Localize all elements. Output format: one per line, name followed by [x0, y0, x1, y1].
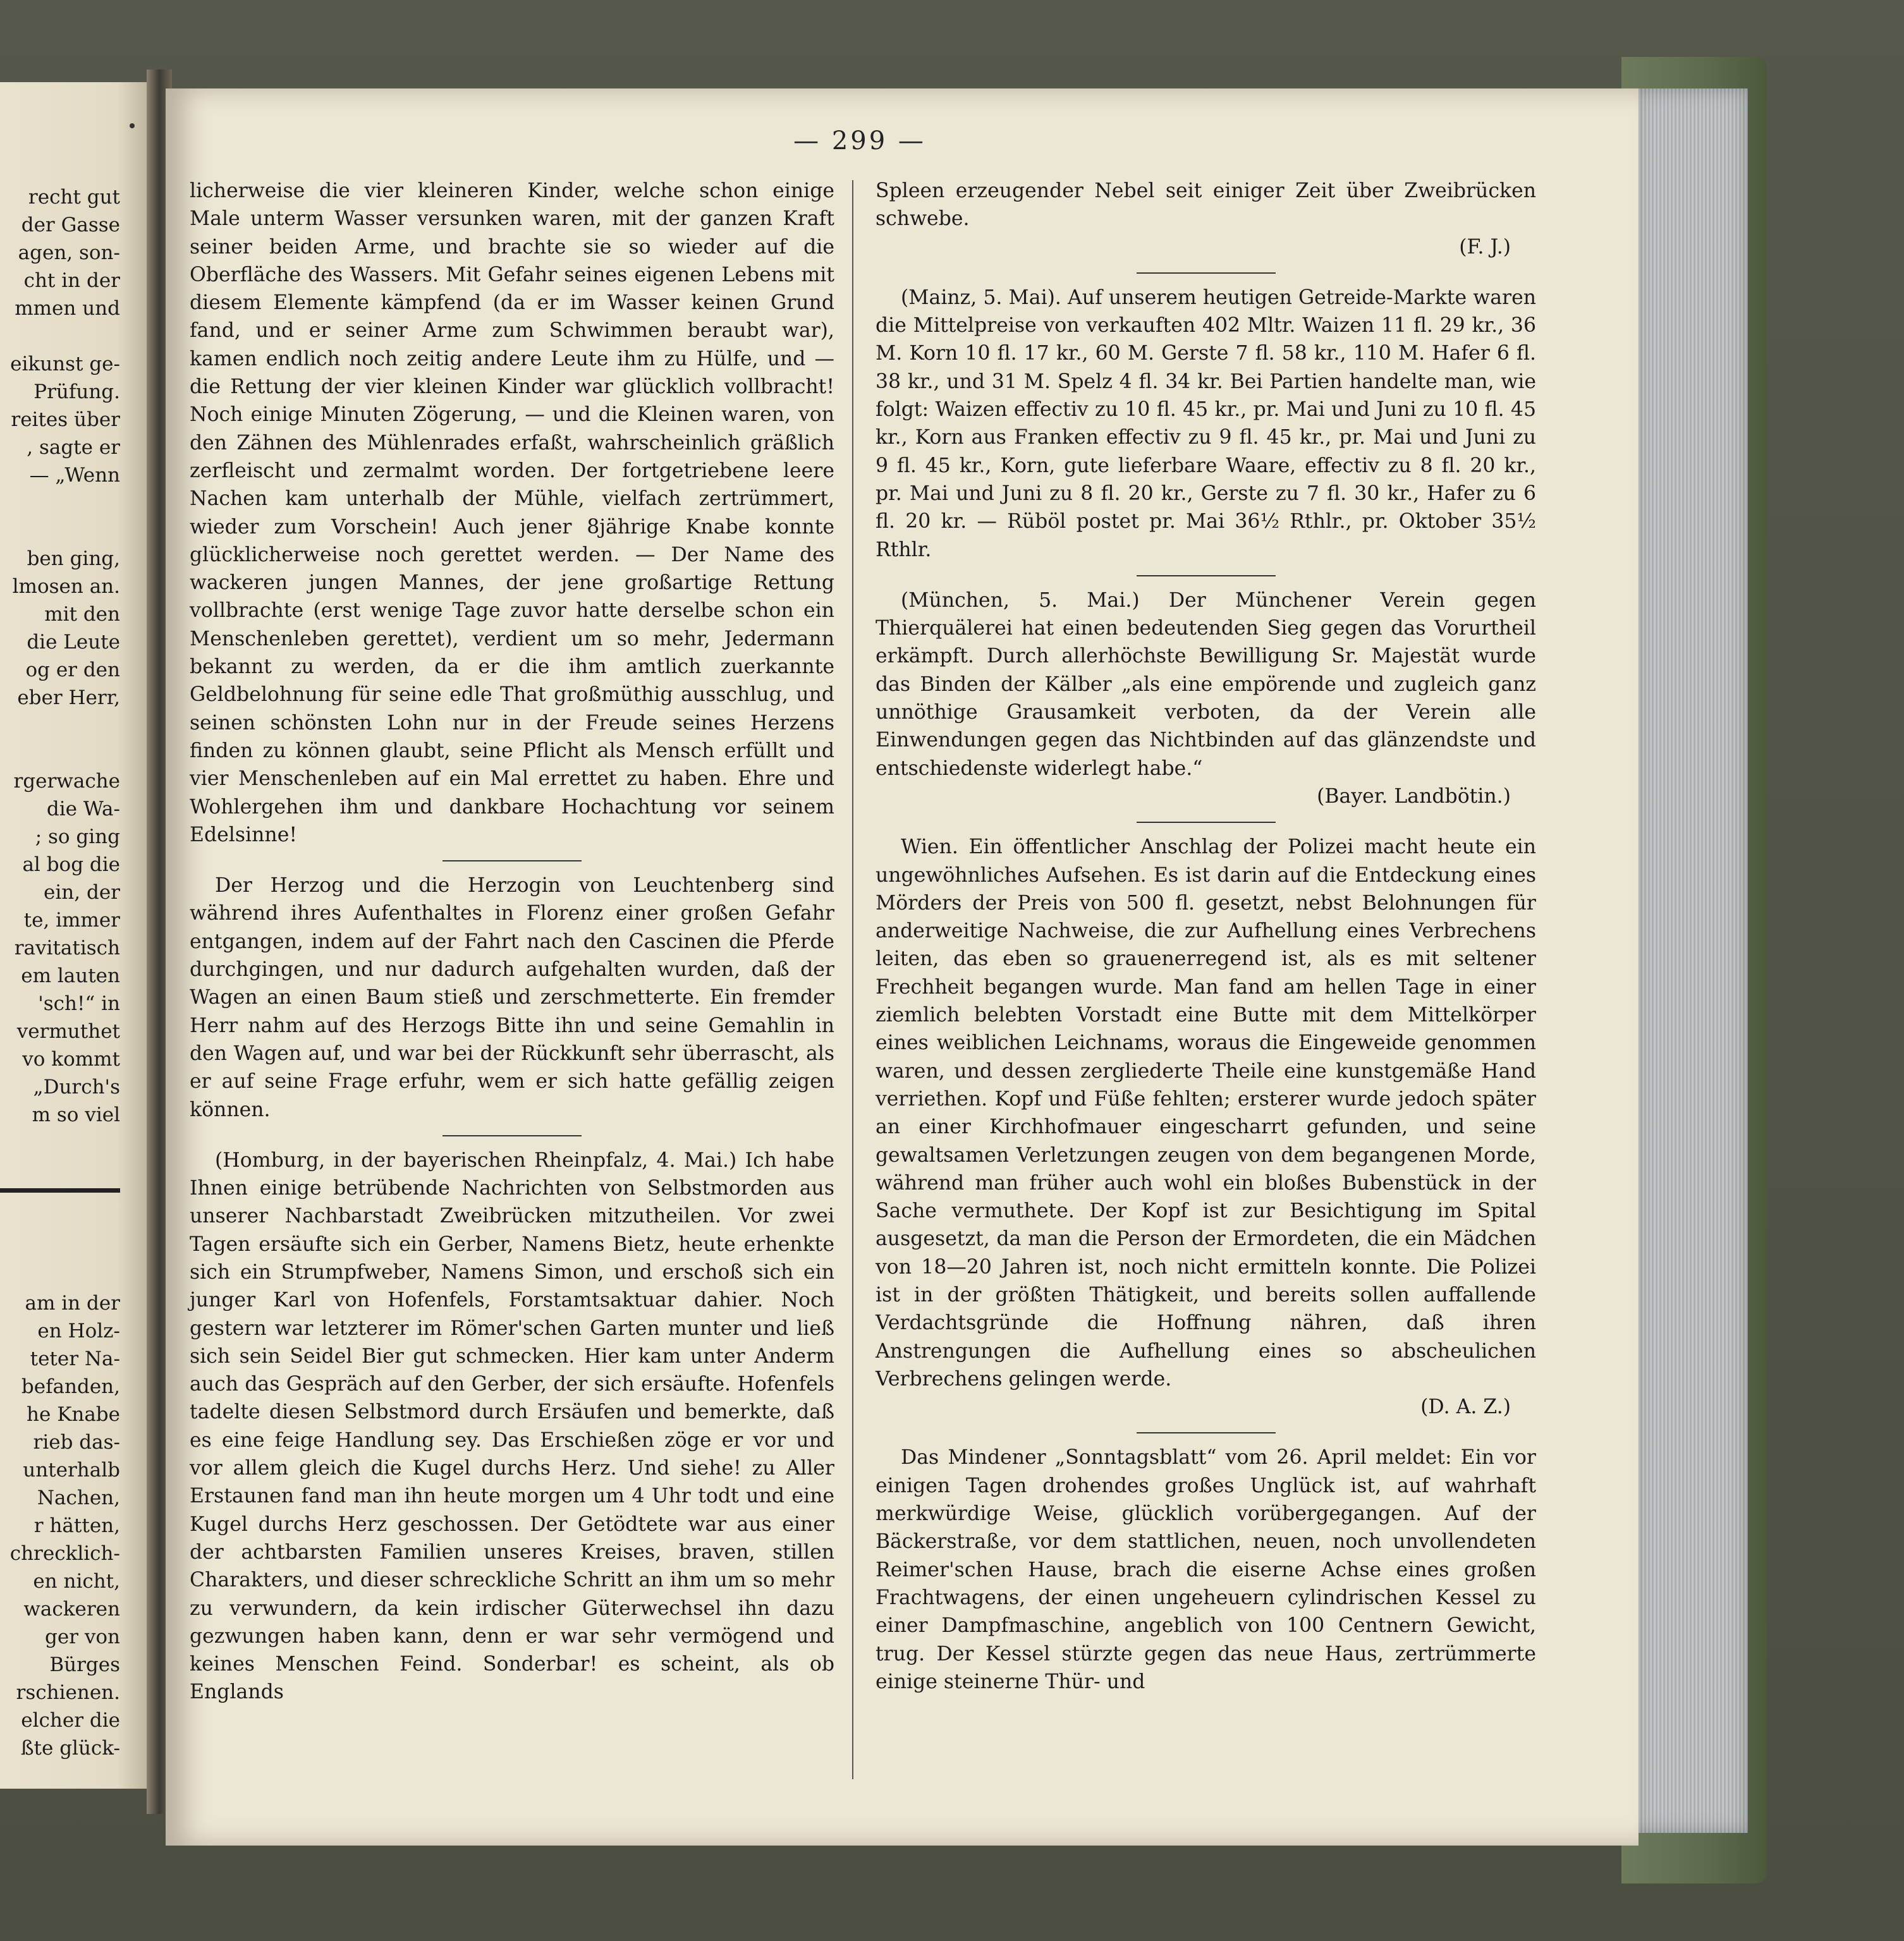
left-page-line: mit den	[44, 603, 120, 626]
column-divider	[852, 180, 853, 1779]
left-page-line: mmen und	[15, 297, 120, 320]
left-page-line: elcher die	[21, 1709, 120, 1732]
left-page-rule	[0, 1188, 120, 1193]
left-page-line: 'sch!“ in	[38, 992, 120, 1015]
left-page-line: „Durch's	[33, 1076, 120, 1098]
left-page-line: Prüfung.	[34, 380, 120, 403]
left-page-line: die Leute	[27, 631, 120, 654]
page-edges	[1634, 88, 1748, 1833]
left-page-line: chrecklich-	[9, 1542, 120, 1565]
column-right	[876, 177, 1536, 1696]
page-mark	[130, 123, 135, 128]
article-separator	[1137, 822, 1276, 823]
left-page-line: agen, son-	[18, 241, 120, 264]
article-paragraph: (Mainz, 5. Mai). Auf unserem heutigen Getreide-Markte waren die Mittelpreise von verkauften 402 Mltr. Waizen 11 fl. 29 kr., 36 M. Korn 10 fl. 17 kr., 60 M. Gerste 7 fl. 58 kr., 110 M. Hafer 6 fl. 38 kr., und 31 M. Spelz 4 fl. 34 kr. Bei Partien handelte man, wie folgt: Waizen effectiv zu 10 fl. 45 kr., pr. Mai und Juni zu 10 fl. 45 kr., Korn aus Franken effectiv zu 9 fl. 45 kr., pr. Mai und Juni zu 9 fl. 45 kr., Korn, gute lieferbare Waare, effectiv zu 8 fl. 20 kr., pr. Mai und Juni zu 8 fl. 20 kr., Gerste zu 7 fl. 30 kr., Hafer zu 6 fl. 20 kr. — Rüböl postet pr. Mai 36½ Rthlr., pr. Oktober 35½ Rthlr.	[876, 286, 1536, 561]
left-page-line: en Holz-	[37, 1320, 120, 1342]
left-page-line: he Knabe	[27, 1403, 120, 1426]
left-page-line: befanden,	[21, 1375, 120, 1398]
left-page-line: te, immer	[23, 909, 120, 932]
article-separator	[442, 860, 582, 861]
left-page-text	[0, 183, 120, 1129]
article-separator	[442, 1135, 582, 1136]
left-page-line: wackeren	[23, 1598, 120, 1621]
page-number: — 299 —	[793, 126, 926, 155]
article-separator	[1137, 1432, 1276, 1433]
left-page-line: ravitatisch	[14, 937, 120, 959]
left-page-line: r hätten,	[34, 1514, 120, 1537]
left-page-line: ben ging,	[27, 547, 120, 570]
article-source: (D. A. Z.)	[1420, 1396, 1511, 1419]
left-page-line: ger von	[44, 1626, 120, 1648]
left-page-line: Bürges	[49, 1653, 120, 1676]
left-page-line: teter Na-	[30, 1348, 120, 1370]
article-paragraph: Wien. Ein öffentlicher Anschlag der Polizei macht heute ein ungewöhnliches Aufsehen. Es ist darin auf die Entdeckung eines Mörders der Preis von 500 fl. gesetzt, nebst Belohnungen für anderweitige Nachweise, die zur Aufhellung eines Verbrechens leiten, das eben so grauenerregend ist, als es mit seltener Frechheit begangen wurde. Man fand am hellen Tage in einer ziemlich belebten Vorstadt eine Butte mit dem Mittelkörper eines weiblichen Leichnams, woraus die Eingeweide genommen waren, und dessen zergliederte Theile eine kunstgemäße Hand verriethen. Kopf und Füße fehlten; ersterer wurde jedoch später an einer Kirchhofmauer eingescharrt gefunden, und seine gewaltsamen Verletzungen zeugen von dem begangenen Morde, während man früher auch wohl ein bloßes Bubenstück in der Sache vermuthete. Der Kopf ist zur Besichtigung im Spital ausgesetzt, da man die Person der Ermordeten, die ein Mädchen von 18—20 Jahren ist, noch nicht ermitteln konnte. Die Polizei ist in der größten Thätigkeit, und bereits sollen auffallende Verdachtsgründe die Hoffnung nähren, daß ihren Anstrengungen die Aufhellung eines so abscheulichen Verbrechens gelingen werde.	[876, 836, 1536, 1390]
left-page-line: ein, der	[44, 881, 120, 904]
left-page-line: rgerwache	[13, 770, 120, 793]
article-paragraph: (München, 5. Mai.) Der Münchener Verein gegen Thierquälerei hat einen bedeutenden Sieg gegen das Vorurtheil erkämpft. Durch allerhöchste Bewilligung Sr. Majestät wurde das Binden der Kälber „als eine empörende und zugleich ganz unnöthige Grausamkeit verboten, da der Verein alle Einwendungen gegen das Nichtbinden auf das glänzendste und entschiedenste widerlegt habe.“	[876, 588, 1536, 780]
left-page-line: vo kommt	[22, 1048, 120, 1071]
left-page-line: — „Wenn	[29, 464, 120, 487]
left-page-line: cht in der	[23, 269, 120, 292]
left-page-line: em lauten	[21, 964, 120, 987]
article-source: (Bayer. Landbötin.)	[1317, 784, 1511, 808]
left-page-line: eber Herr,	[17, 686, 120, 709]
left-page-line: ; so ging	[35, 825, 120, 848]
article-paragraph: (Homburg, in der bayerischen Rheinpfalz, 4. Mai.) Ich habe Ihnen einige betrübende Nachrichten von Selbstmorden aus unserer Nachbarstadt Zweibrücken mitzutheilen. Vor zwei Tagen ersäufte sich ein Gerber, Namens Bietz, heute erhenkte sich ein Strumpfweber, Namens Simon, und erschoß sich ein junger Karl von Hofenfels, Forstamtsaktuar dahier. Noch gestern war letzterer im Römer'schen Garten munter und ließ sich sein Seidel Bier gut schmecken. Hier kam unter Anderm auch das Gespräch auf den Gerber, der sich ersäufte. Hofenfels tadelte diesen Selbstmord durch Ersäufen und bemerkte, daß es eine feige Handlung sey. Das Erschießen zöge er vor und vor allem gleich die Kugel durchs Herz. Und siehe! zu Aller Erstaunen fand man ihn heute morgen um 4 Uhr todt und eine Kugel durchs Herz geschossen. Der Getödtete war aus einer der achtbarsten Familien unseres Kreises, braven, stillen Charakters, und dieser schreckliche Schritt an ihm um so mehr zu verwundern, da kein irdischer Güterwechsel ihn dazu gezwungen haben kann, denn er war sehr vermögend und keines Menschen Feind. Sonderbar! es scheint, als ob Englands	[190, 1148, 834, 1704]
article-paragraph: Das Mindener „Sonntagsblatt“ vom 26. April meldet: Ein vor einigen Tagen drohendes großes Unglück ist, auf wahrhaft merkwürdige Weise, glücklich vorübergegangen. Auf der Bäckerstraße, vor dem stattlichen, neuen, noch unvollendeten Reimer'schen Hause, brach die eiserne Achse eines großen Frachtwagens, der einen ungeheuern cylindrischen Kessel zu einer Dampfmaschine, angeblich von 100 Centnern Gewicht, trug. Der Kessel stürzte gegen das neue Haus, zertrümmerte einige steinerne Thür- und	[876, 1446, 1536, 1693]
left-page-line: vermuthet	[16, 1020, 120, 1043]
left-page-line: rieb das-	[33, 1431, 120, 1454]
left-page-line: recht gut	[28, 186, 120, 209]
left-page-line: lmosen an.	[12, 575, 120, 598]
left-page-line: en nicht,	[33, 1570, 120, 1593]
left-page-line	[0, 489, 120, 517]
left-page-line: rschienen.	[16, 1681, 120, 1704]
article-paragraph: licherweise die vier kleineren Kinder, welche schon einige Male unterm Wasser versunken waren, mit der ganzen Kraft seiner beiden Arme, und brachte sie so wieder auf die Oberfläche des Wassers. Mit Gefahr seines eigenen Lebens mit diesem Elemente kämpfend (da er im Wasser keinen Grund fand, und er seiner Arme zum Schwimmen beraubt war), kamen endlich noch zeitig andere Leute ihm zu Hülfe, und — die Rettung der vier kleinen Kinder war glücklich vollbracht! Noch einige Minuten Zögerung, — und die Kleinen waren, von den Zähnen des Mühlenrades erfaßt, wahrscheinlich gräßlich zerfleischt und zermalmt worden. Der fortgetriebene leere Nachen kam unterhalb der Mühle, vielfach zertrümmert, wieder zum Vorschein! Auch jener 8jährige Knabe konnte glücklicherweise noch gerettet werden. — Der Name des wackeren jungen Mannes, der jene großartige Rettung vollbrachte (erst wenige Tage zuvor hatte derselbe schon ein Menschenleben gerettet), verdient um so mehr, Jedermann bekannt zu werden, da er die ihm amtlich zuerkannte Geldbelohnung für seine edle That großmüthig ausschlug, und seinen schönsten Lohn nur in der Freude seines Herzens finden zu können glaubt, seine Pflicht als Mensch erfüllt und vier Menschenleben auf ein Mal errettet zu haben. Ehre und Wohlergehen ihm und dankbare Hochachtung vor seinem Edelsinne!	[190, 179, 834, 846]
left-page-line: al bog die	[22, 853, 120, 876]
article-separator	[1137, 272, 1276, 274]
left-page-line: unterhalb	[23, 1459, 120, 1482]
left-page-line: die Wa-	[46, 798, 120, 820]
left-page-line: og er den	[25, 659, 120, 681]
left-page-line: reites über	[11, 408, 120, 431]
article-source: (F. J.)	[1459, 235, 1511, 259]
left-page-line: Nachen,	[37, 1487, 120, 1509]
left-page-line	[0, 739, 120, 767]
left-page-line: m so viel	[32, 1104, 120, 1126]
article-paragraph: Der Herzog und die Herzogin von Leuchtenberg sind während ihres Aufenthaltes in Florenz einer großen Gefahr entgangen, indem auf der Fahrt nach den Cascinen die Pferde durchgingen, und nur dadurch aufgehalten wurden, daß der Wagen an einen Baum stieß und zerschmetterte. Ein fremder Herr nahm auf des Herzogs Bitte ihn und seine Gemahlin in den Wagen auf, und war bei der Rückkunft sehr überrascht, als er auf seine Frage erfuhr, wem er sich hatte gefällig zeigen können.	[190, 874, 834, 1121]
left-page-line: am in der	[25, 1292, 120, 1315]
left-page-line: ßte glück-	[20, 1737, 120, 1760]
left-page-line: eikunst ge-	[10, 353, 120, 375]
article-separator	[1137, 575, 1276, 576]
left-page-text-lower	[0, 1289, 120, 1762]
left-page-line	[0, 712, 120, 739]
left-page-line: der Gasse	[21, 214, 120, 236]
column-left	[190, 177, 834, 1707]
left-page-line	[0, 322, 120, 350]
article-paragraph: Spleen erzeugender Nebel seit einiger Zeit über Zweibrücken schwebe.	[876, 179, 1536, 231]
left-page-line: , sagte er	[27, 436, 120, 459]
left-page-line	[0, 517, 120, 545]
